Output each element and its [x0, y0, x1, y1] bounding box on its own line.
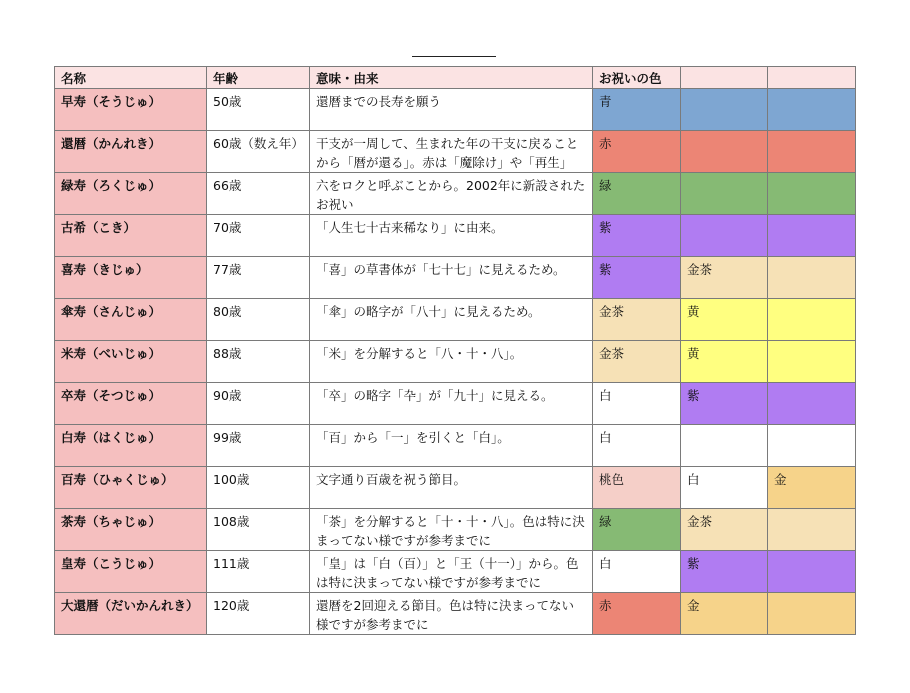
celebration-age: 80歳	[207, 299, 310, 341]
celebration-meaning: 干支が一周して、生まれた年の干支に戻ることから「暦が還る」。赤は「魔除け」や「再生」	[310, 131, 593, 173]
celebration-color-3	[768, 383, 856, 425]
celebration-color-3	[768, 425, 856, 467]
celebration-name: 白寿（はくじゅ）	[55, 425, 207, 467]
table-row	[55, 257, 856, 299]
celebration-color-3	[768, 89, 856, 131]
table-row	[55, 131, 856, 173]
celebration-color-3	[768, 257, 856, 299]
celebration-color-1: 金茶	[593, 299, 681, 341]
celebration-age: 99歳	[207, 425, 310, 467]
celebration-name: 傘寿（さんじゅ）	[55, 299, 207, 341]
celebration-color-3	[768, 551, 856, 593]
celebration-color-1: 金茶	[593, 341, 681, 383]
celebration-color-1: 赤	[593, 593, 681, 635]
celebration-color-1: 紫	[593, 257, 681, 299]
celebration-name: 早寿（そうじゅ）	[55, 89, 207, 131]
celebration-age: 90歳	[207, 383, 310, 425]
celebration-color-2: 紫	[681, 383, 768, 425]
celebration-color-3	[768, 173, 856, 215]
celebration-color-2	[681, 215, 768, 257]
celebration-age: 111歳	[207, 551, 310, 593]
table-row	[55, 593, 856, 635]
celebration-color-1: 白	[593, 425, 681, 467]
celebration-color-2: 金	[681, 593, 768, 635]
celebration-color-2	[681, 131, 768, 173]
table-row	[55, 173, 856, 215]
celebration-color-2: 白	[681, 467, 768, 509]
table-row	[55, 89, 856, 131]
celebration-name: 皇寿（こうじゅ）	[55, 551, 207, 593]
celebration-color-1: 赤	[593, 131, 681, 173]
header-meaning: 意味・由来	[310, 67, 593, 89]
celebration-meaning: 「米」を分解すると「八・十・八」。	[310, 341, 593, 383]
celebration-age: 70歳	[207, 215, 310, 257]
celebration-name: 卒寿（そつじゅ）	[55, 383, 207, 425]
celebration-name: 還暦（かんれき）	[55, 131, 207, 173]
celebration-color-2: 紫	[681, 551, 768, 593]
celebration-name: 百寿（ひゃくじゅ）	[55, 467, 207, 509]
table-row	[55, 467, 856, 509]
celebration-color-2	[681, 173, 768, 215]
table-row	[55, 383, 856, 425]
page-top-rule	[412, 56, 496, 57]
celebration-age: 60歳（数え年）	[207, 131, 310, 173]
header-color: お祝いの色	[593, 67, 681, 89]
celebration-color-1: 白	[593, 383, 681, 425]
celebration-age: 100歳	[207, 467, 310, 509]
longevity-celebration-table	[54, 66, 856, 635]
celebration-color-3	[768, 341, 856, 383]
celebration-color-1: 青	[593, 89, 681, 131]
celebration-age: 108歳	[207, 509, 310, 551]
celebration-color-3: 金	[768, 467, 856, 509]
celebration-meaning: 「皇」は「白（百）」と「王（十一）」から。色は特に決まってない様ですが参考までに	[310, 551, 593, 593]
celebration-color-2: 黄	[681, 299, 768, 341]
celebration-color-2	[681, 89, 768, 131]
table-row	[55, 551, 856, 593]
celebration-name: 緑寿（ろくじゅ）	[55, 173, 207, 215]
header-color-2	[681, 67, 768, 89]
celebration-color-1: 緑	[593, 509, 681, 551]
celebration-meaning: 「喜」の草書体が「七十七」に見えるため。	[310, 257, 593, 299]
celebration-color-3	[768, 299, 856, 341]
celebration-color-1: 緑	[593, 173, 681, 215]
celebration-meaning: 還暦までの長寿を願う	[310, 89, 593, 131]
celebration-age: 50歳	[207, 89, 310, 131]
celebration-color-2: 黄	[681, 341, 768, 383]
celebration-name: 古希（こき）	[55, 215, 207, 257]
celebration-color-3	[768, 215, 856, 257]
header-name: 名称	[55, 67, 207, 89]
header-age: 年齢	[207, 67, 310, 89]
header-row	[55, 67, 856, 89]
celebration-color-1: 桃色	[593, 467, 681, 509]
celebration-color-1: 白	[593, 551, 681, 593]
header-color-3	[768, 67, 856, 89]
table-row	[55, 215, 856, 257]
celebration-color-3	[768, 593, 856, 635]
celebration-color-2	[681, 425, 768, 467]
table-row	[55, 341, 856, 383]
celebration-age: 77歳	[207, 257, 310, 299]
celebration-name: 米寿（べいじゅ）	[55, 341, 207, 383]
celebration-color-2: 金茶	[681, 509, 768, 551]
table-row	[55, 509, 856, 551]
celebration-meaning: 「百」から「一」を引くと「白」。	[310, 425, 593, 467]
celebration-meaning: 「卒」の略字「卆」が「九十」に見える。	[310, 383, 593, 425]
celebration-color-3	[768, 131, 856, 173]
table-row	[55, 299, 856, 341]
celebration-color-3	[768, 509, 856, 551]
celebration-meaning: 「傘」の略字が「八十」に見えるため。	[310, 299, 593, 341]
celebration-age: 88歳	[207, 341, 310, 383]
celebration-meaning: 六をロクと呼ぶことから。2002年に新設されたお祝い	[310, 173, 593, 215]
celebration-name: 茶寿（ちゃじゅ）	[55, 509, 207, 551]
table-row	[55, 425, 856, 467]
celebration-meaning: 還暦を2回迎える節目。色は特に決まってない様ですが参考までに	[310, 593, 593, 635]
celebration-meaning: 文字通り百歳を祝う節目。	[310, 467, 593, 509]
celebration-name: 喜寿（きじゅ）	[55, 257, 207, 299]
celebration-age: 120歳	[207, 593, 310, 635]
celebration-meaning: 「茶」を分解すると「十・十・八」。色は特に決まってない様ですが参考までに	[310, 509, 593, 551]
celebration-name: 大還暦（だいかんれき）	[55, 593, 207, 635]
celebration-color-1: 紫	[593, 215, 681, 257]
celebration-age: 66歳	[207, 173, 310, 215]
celebration-meaning: 「人生七十古来稀なり」に由来。	[310, 215, 593, 257]
celebration-color-2: 金茶	[681, 257, 768, 299]
